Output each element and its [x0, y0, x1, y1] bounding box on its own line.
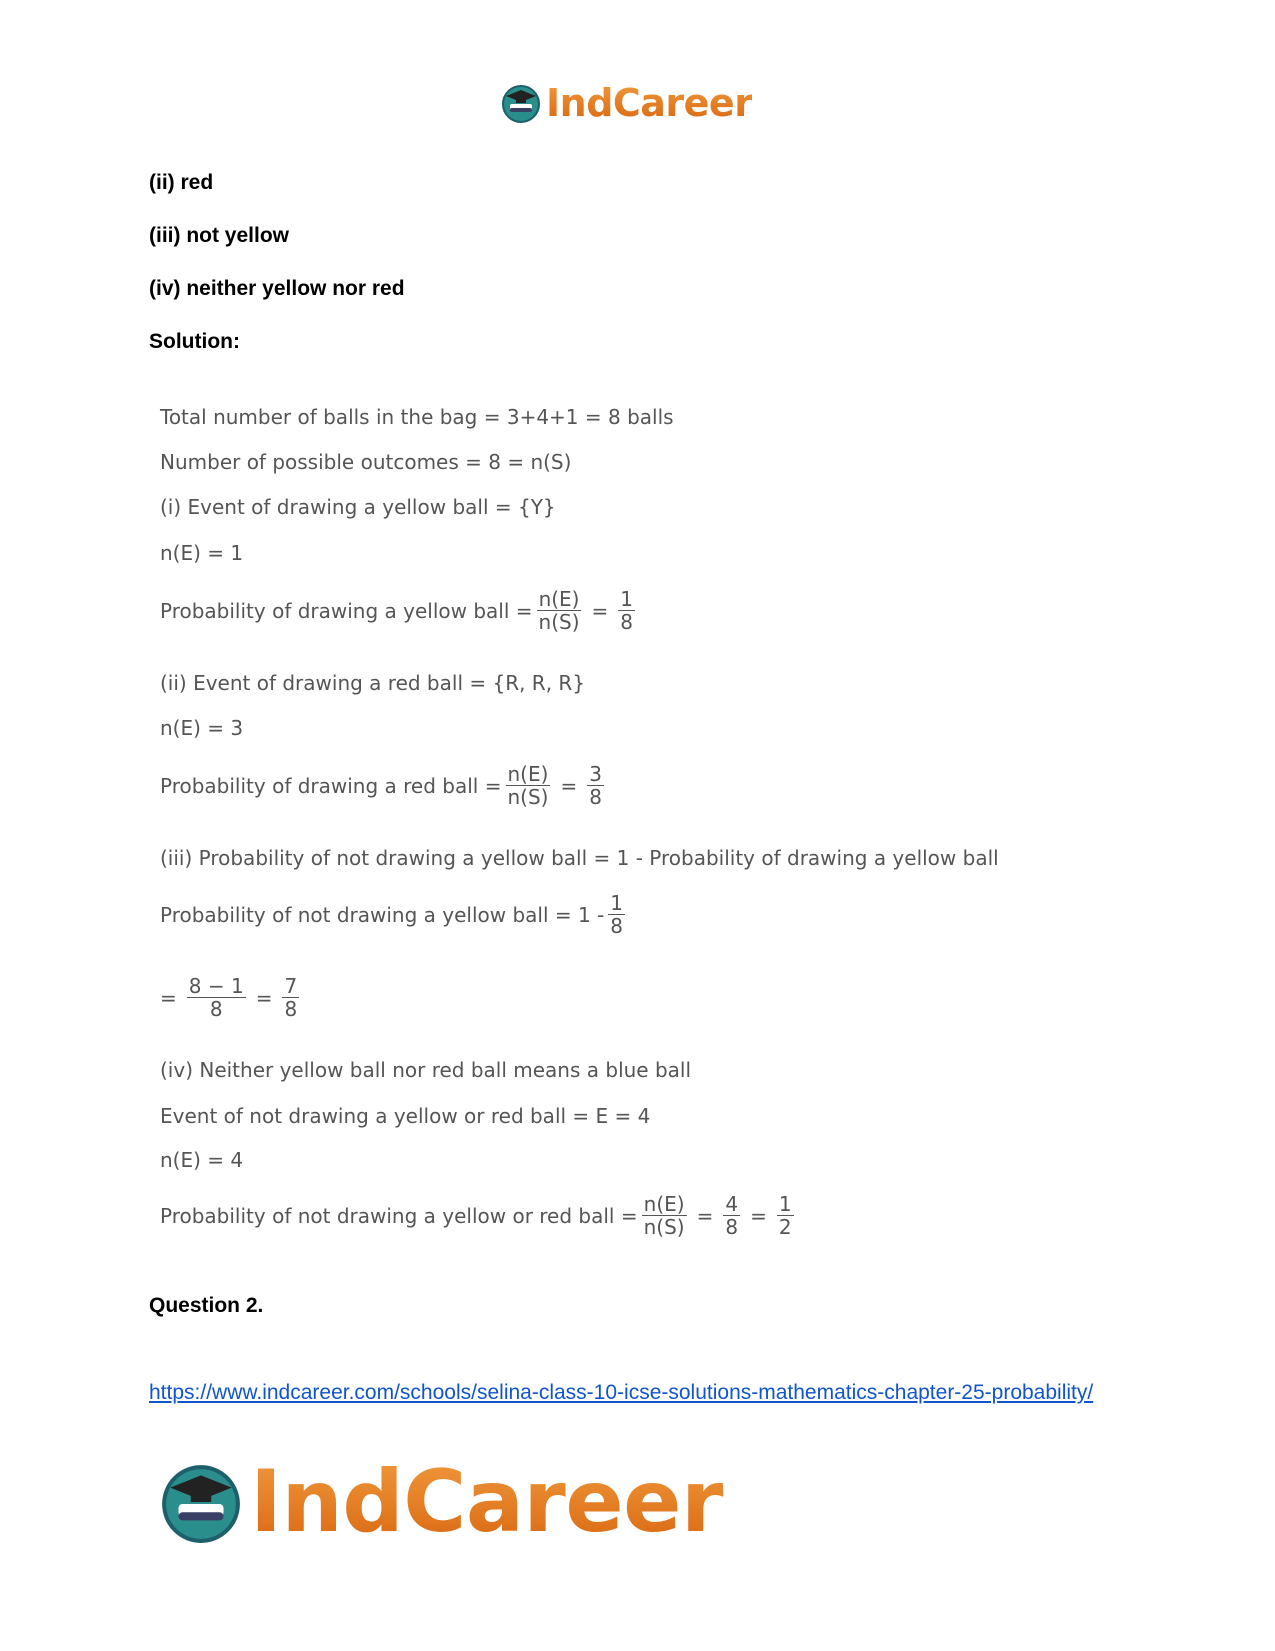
- equals: =: [560, 773, 578, 798]
- line-text: Probability of drawing a red ball =: [160, 773, 502, 798]
- numerator: 8 − 1: [188, 974, 244, 998]
- fraction: [587, 763, 604, 808]
- solution-line: Event of not drawing a yellow or red ball = E = 4: [160, 1104, 651, 1128]
- solution-line: n(E) = 1: [160, 541, 244, 565]
- solution-line: (iv) Neither yellow ball nor red ball means a blue ball: [160, 1058, 692, 1082]
- denominator: n(S): [507, 785, 549, 809]
- solution-line: n(E) = 3: [160, 716, 244, 740]
- simplification-line: [160, 975, 303, 1020]
- numerator: 1: [610, 891, 624, 915]
- footer-url-link[interactable]: https://www.indcareer.com/schools/selina-class-10-icse-solutions-mathematics-chapter-25-probability/: [149, 1381, 1094, 1404]
- equals: =: [696, 1203, 714, 1228]
- solution-line: Total number of balls in the bag = 3+4+1 = 8 balls: [160, 405, 674, 429]
- denominator: 8: [284, 997, 298, 1021]
- equals: =: [750, 1203, 767, 1228]
- line-text: Probability of not drawing a yellow or red ball =: [160, 1203, 638, 1228]
- numerator: n(E): [643, 1192, 685, 1216]
- denominator: 8: [725, 1215, 739, 1239]
- numerator: 4: [725, 1192, 739, 1216]
- fraction: [642, 1193, 687, 1238]
- footer-logo: [158, 1452, 723, 1552]
- probability-not-yellow-line: [160, 892, 629, 937]
- denominator: n(S): [538, 610, 580, 634]
- equals: =: [591, 598, 609, 623]
- probability-red-line: [160, 763, 608, 808]
- logo-wordmark: IndCareer: [546, 81, 753, 125]
- denominator: 8: [610, 914, 624, 938]
- denominator: 8: [209, 997, 223, 1021]
- fraction: [282, 975, 299, 1020]
- solution-label: Solution:: [149, 330, 240, 353]
- fraction: [618, 588, 635, 633]
- graduation-book-icon: [158, 1459, 244, 1545]
- fraction: [537, 588, 582, 633]
- solution-line: n(E) = 4: [160, 1148, 244, 1172]
- probability-blue-line: [160, 1193, 798, 1238]
- numerator: n(E): [507, 762, 549, 786]
- question-part-iv: (iv) neither yellow nor red: [149, 277, 405, 300]
- fraction: [187, 975, 246, 1020]
- solution-line: (iii) Probability of not drawing a yellow ball = 1 - Probability of drawing a yellow ball: [160, 846, 999, 870]
- solution-line: (ii) Event of drawing a red ball = {R, R, R}: [160, 671, 586, 695]
- numerator: 1: [778, 1192, 792, 1216]
- denominator: n(S): [643, 1215, 685, 1239]
- logo-wordmark: IndCareer: [250, 1452, 723, 1552]
- line-text: Probability of drawing a yellow ball =: [160, 598, 533, 623]
- fraction: [723, 1193, 740, 1238]
- denominator: 2: [778, 1215, 792, 1239]
- numerator: 7: [284, 974, 298, 998]
- header-logo: [500, 78, 752, 128]
- line-text: Probability of not drawing a yellow ball = 1 -: [160, 902, 605, 927]
- probability-yellow-line: [160, 588, 639, 633]
- denominator: 8: [589, 785, 602, 809]
- equals: =: [160, 985, 177, 1010]
- equals: =: [255, 985, 273, 1010]
- fraction: [608, 892, 625, 937]
- fraction: [505, 763, 550, 808]
- solution-line: Number of possible outcomes = 8 = n(S): [160, 450, 572, 474]
- numerator: 1: [620, 587, 634, 611]
- solution-line: (i) Event of drawing a yellow ball = {Y}: [160, 495, 556, 519]
- next-question-heading: Question 2.: [149, 1294, 264, 1317]
- question-part-iii: (iii) not yellow: [149, 224, 289, 247]
- question-part-ii: (ii) red: [149, 171, 214, 194]
- fraction: [777, 1193, 794, 1238]
- graduation-book-icon: [500, 82, 542, 124]
- numerator: n(E): [538, 587, 580, 611]
- numerator: 3: [589, 762, 602, 786]
- denominator: 8: [620, 610, 634, 634]
